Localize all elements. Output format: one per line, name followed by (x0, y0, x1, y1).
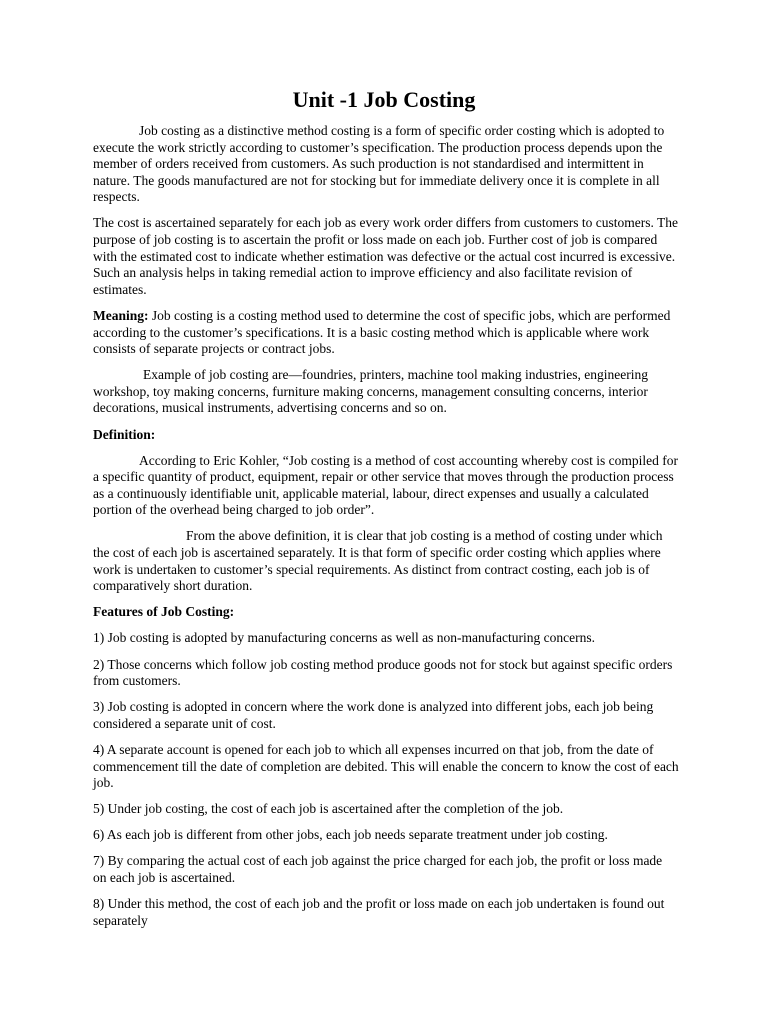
feature-item: 5) Under job costing, the cost of each job is ascertained after the completion of the job. (93, 801, 564, 817)
page-title: Unit -1 Job Costing (292, 87, 476, 112)
definition-paragraph: According to Eric Kohler, “Job costing is a method of cost accounting whereby cost is compiled for a specific quantity of product, equipment, repair or other service that moves through the production process as a continuously identifiable unit, applicable material, labour, direct expenses and usually a calculated portion of the overhead being charged to job order”. (93, 452, 678, 518)
feature-item: 3) Job costing is adopted in concern where the work done is analyzed into different jobs, each job being considered a separate unit of cost. (93, 699, 654, 731)
meaning-label: Meaning: (93, 307, 149, 323)
feature-item: 1) Job costing is adopted by manufacturing concerns as well as non-manufacturing concerns. (93, 630, 595, 646)
intro-paragraph: Job costing as a distinctive method costing is a form of specific order costing which is adopted to execute the work strictly according to customer’s specification. The production process depends upon the member of orders received from customers. As such production is not standardised and intermittent in nature. The goods manufactured are not for stocking but for immediate delivery once it is complete in all respects. (93, 123, 665, 205)
feature-item: 8) Under this method, the cost of each job and the profit or loss made on each job undertaken is found out separately (93, 896, 665, 928)
features-heading: Features of Job Costing: (93, 604, 235, 620)
definition-heading: Definition: (93, 426, 156, 442)
document-body (93, 123, 679, 939)
meaning-paragraph (93, 308, 679, 358)
feature-item: 6) As each job is different from other jobs, each job needs separate treatment under job costing. (93, 827, 608, 843)
feature-item: 2) Those concerns which follow job costing method produce goods not for stock but against specific orders from customers. (93, 656, 673, 689)
examples-paragraph: Example of job costing are—foundries, printers, machine tool making industries, engineering workshop, toy making concerns, furniture making concerns, management consulting concerns, interior decorations, musical instruments, advertising concerns and so on. (93, 367, 648, 416)
meaning-text: Job costing is a costing method used to determine the cost of specific jobs, which are performed according to the customer’s specifications. It is a basic costing method which is applicable where work consists of separate projects or contract jobs. (93, 307, 671, 357)
cost-paragraph: The cost is ascertained separately for each job as every work order differs from customers to customers. The purpose of job costing is to ascertain the profit or loss made on each job. Further cost of job is compared with the estimated cost to indicate whether estimation was defective or the actual cost incurred is excessive. Such an analysis helps in taking remedial action to improve efficiency and also facilitate revision of estimates. (93, 215, 679, 297)
feature-item: 4) A separate account is opened for each job to which all expenses incurred on that job, from the date of commencement till the date of completion are debited. This will enable the concern to know the cost of each job. (93, 741, 679, 791)
conclusion-paragraph: From the above definition, it is clear that job costing is a method of costing under which the cost of each job is ascertained separately. It is that form of specific order costing which applies where work is undertaken to customer’s special requirements. As distinct from contract costing, each job is of comparatively short duration. (93, 528, 663, 594)
feature-item: 7) By comparing the actual cost of each job against the price charged for each job, the profit or loss made on each job is ascertained. (93, 853, 663, 885)
